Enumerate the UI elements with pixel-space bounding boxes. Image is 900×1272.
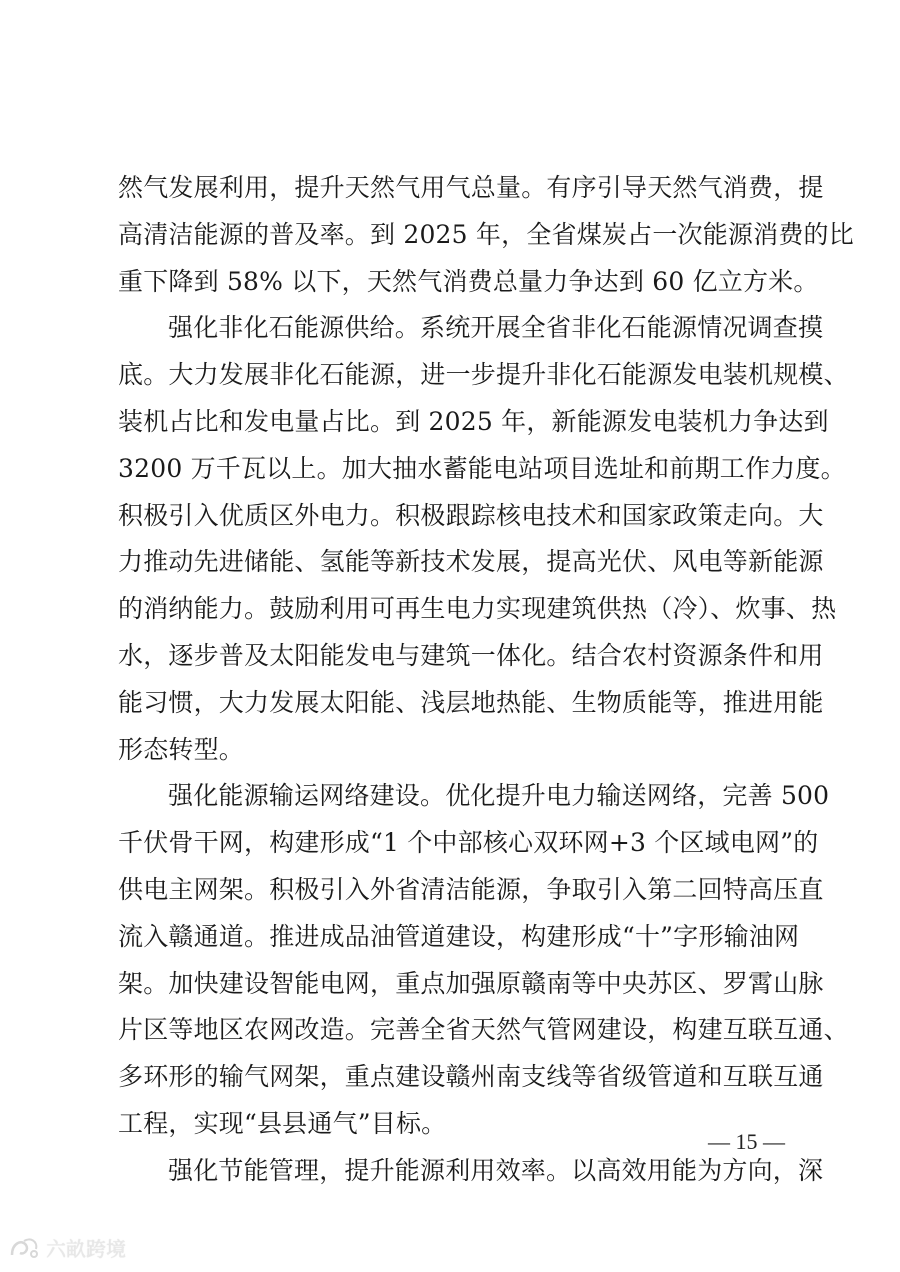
text-line: 高清洁能源的普及率。到 2025 年，全省煤炭占一次能源消费的比 [118, 219, 854, 249]
text-line: 供电主网架。积极引入外省清洁能源，争取引入第二回特高压直 [118, 874, 824, 904]
text-line: 底。大力发展非化石能源，进一步提升非化石能源发电装机规模、 [118, 360, 849, 390]
text-line: 片区等地区农网改造。完善全省天然气管网建设，构建互联互通、 [118, 1015, 849, 1045]
text-line: 能习惯，大力发展太阳能、浅层地热能、生物质能等，推进用能 [118, 687, 824, 717]
watermark [8, 1233, 126, 1262]
text-line: 流入赣通道。推进成品油管道建设，构建形成“十”字形输油网 [118, 921, 800, 951]
text-line: 重下降到 58% 以下，天然气消费总量力争达到 60 亿立方米。 [118, 266, 819, 296]
page-number: — 15 — [708, 1129, 785, 1154]
watermark-text: 六畝跨境 [46, 1237, 126, 1261]
text-line: 装机占比和发电量占比。到 2025 年，新能源发电装机力争达到 [118, 406, 829, 436]
text-line: 然气发展利用，提升天然气用气总量。有序引导天然气消费，提 [118, 173, 824, 202]
text-line: 工程，实现“县县通气”目标。 [118, 1108, 447, 1138]
text-line: 强化非化石能源供给。系统开展全省非化石能源情况调查摸 [168, 313, 824, 343]
text-line: 3200 万千瓦以上。加大抽水蓄能电站项目选址和前期工作力度。 [118, 453, 846, 483]
text-line: 多环形的输气网架，重点建设赣州南支线等省级管道和互联互通 [118, 1062, 824, 1092]
text-line: 的消纳能力。鼓励利用可再生电力实现建筑供热（冷）、炊事、热 [118, 594, 837, 624]
text-line: 积极引入优质区外电力。积极跟踪核电技术和国家政策走向。大 [118, 500, 824, 530]
document-body [118, 165, 854, 1195]
text-line: 千伏骨干网，构建形成“1 个中部核心双环网+3 个区域电网”的 [118, 828, 819, 858]
text-line: 强化节能管理，提升能源利用效率。以高效用能为方向，深 [168, 1155, 824, 1185]
text-line: 水，逐步普及太阳能发电与建筑一体化。结合农村资源条件和用 [118, 640, 824, 670]
text-line: 力推动先进储能、氢能等新技术发展，提高光伏、风电等新能源 [118, 547, 824, 577]
text-line: 形态转型。 [118, 734, 245, 764]
watermark-logo-icon [8, 1235, 42, 1261]
text-line: 强化能源输运网络建设。优化提升电力输送网络，完善 500 [168, 781, 830, 811]
text-line: 架。加快建设智能电网，重点加强原赣南等中央苏区、罗霄山脉 [118, 968, 824, 998]
